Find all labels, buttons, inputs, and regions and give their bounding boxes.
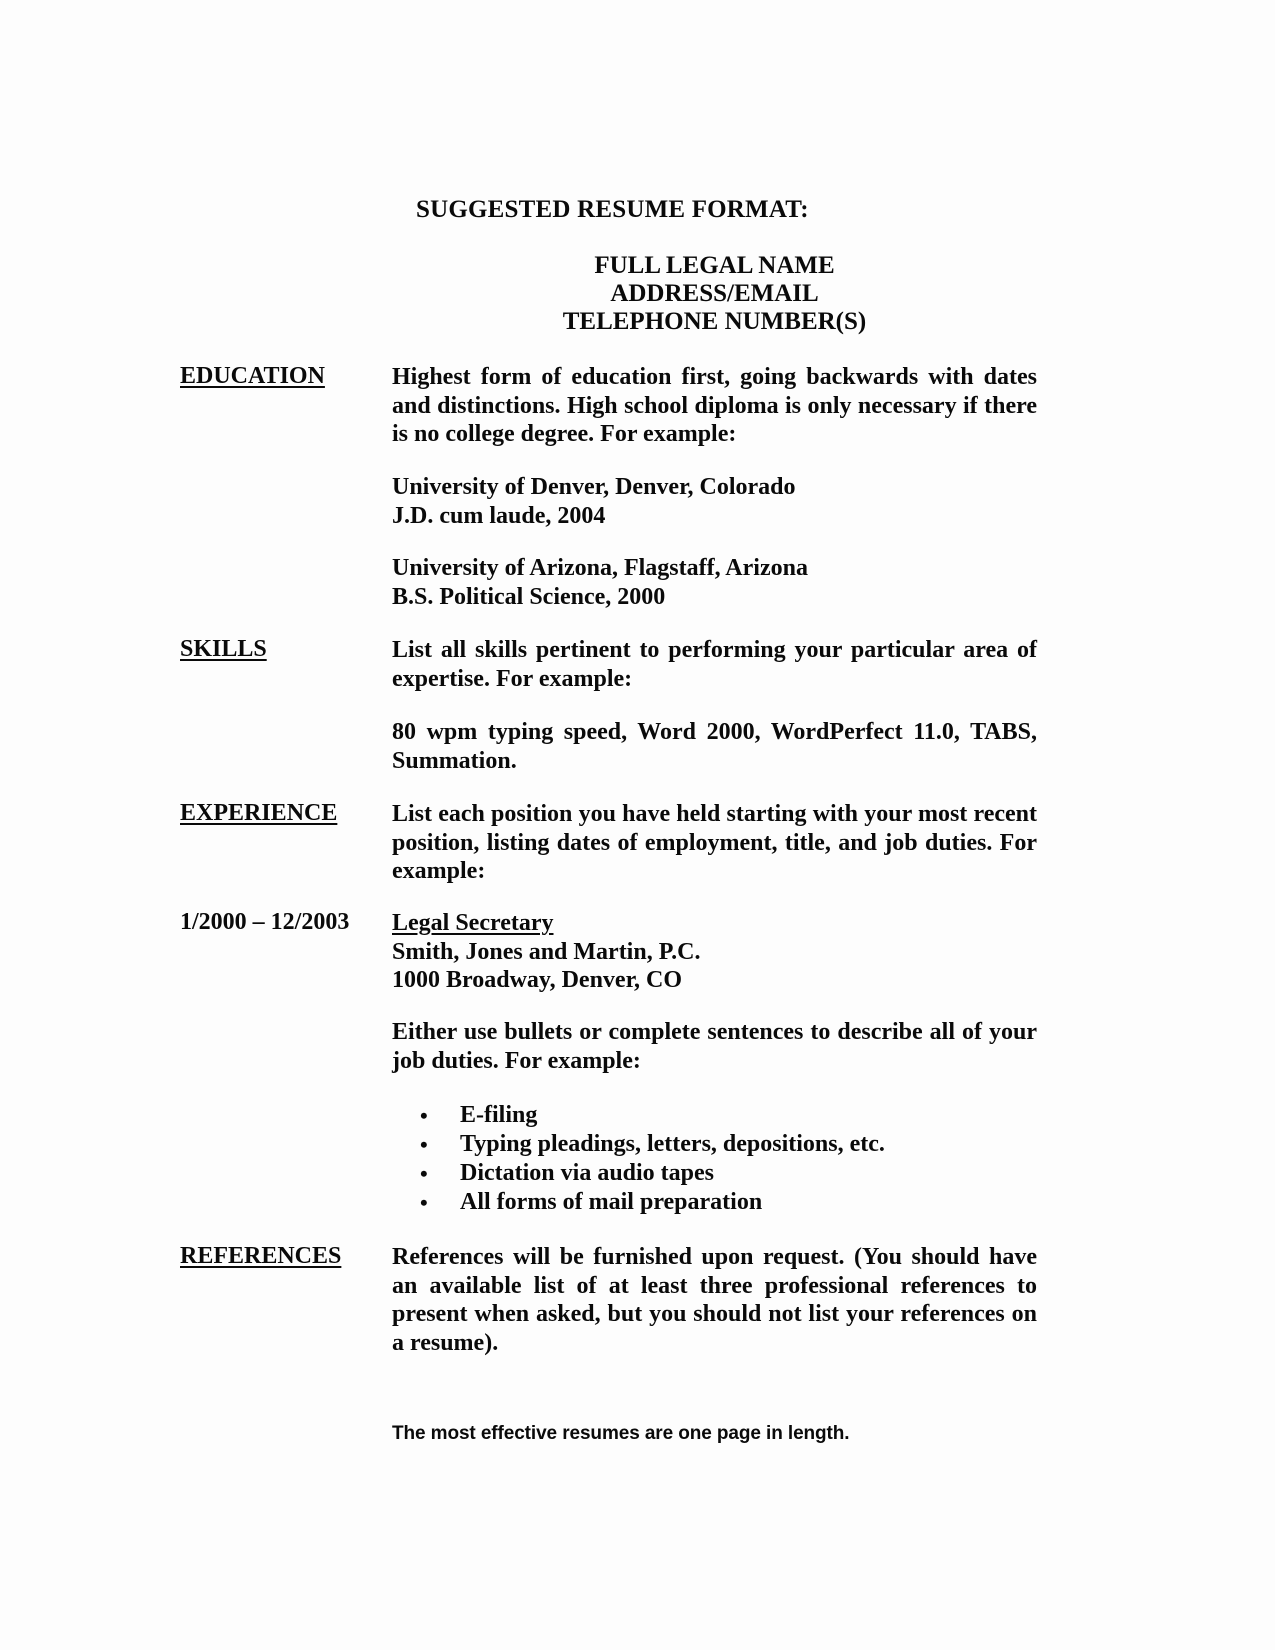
- experience-entry-employer: Smith, Jones and Martin, P.C.: [392, 938, 701, 965]
- list-item: [392, 1188, 1037, 1217]
- section-heading-experience: EXPERIENCE: [180, 800, 338, 826]
- full-legal-name-line: FULL LEGAL NAME: [594, 252, 835, 279]
- education-instructions: Highest form of education first, going backwards with dates and distinctions. High school diploma is only necessary if there is no college degree. For example:: [392, 364, 1037, 447]
- education-entry-1-school: University of Denver, Denver, Colorado: [392, 474, 796, 500]
- education-entry-1: [392, 473, 1037, 530]
- section-heading-skills: SKILLS: [180, 636, 267, 662]
- list-item: [392, 1101, 1037, 1130]
- list-item-label: E-filing: [460, 1102, 538, 1128]
- list-item-label: Dictation via audio tapes: [460, 1160, 715, 1186]
- education-entry-2-degree: B.S. Political Science, 2000: [392, 583, 666, 610]
- experience-instructions: List each position you have held starting with your most recent position, listing dates of employment, title, and job duties. For example:: [392, 801, 1037, 884]
- experience-entry-dates: 1/2000 – 12/2003: [180, 909, 350, 935]
- list-item: [392, 1159, 1037, 1188]
- list-item-label: Typing pleadings, letters, depositions, etc.: [460, 1131, 885, 1157]
- list-item-label: All forms of mail preparation: [460, 1189, 763, 1215]
- page-title: SUGGESTED RESUME FORMAT:: [416, 196, 809, 223]
- bullet-dot-icon: •: [420, 1103, 428, 1128]
- references-text: References will be furnished upon request. (You should have an available list of at least three professional references to present when asked, but you should not list your references on a resume).: [392, 1244, 1037, 1356]
- telephone-number-line: TELEPHONE NUMBER(S): [562, 308, 867, 335]
- skills-instructions: List all skills pertinent to performing your particular area of expertise. For example:: [392, 637, 1037, 692]
- address-email-line: ADDRESS/EMAIL: [610, 280, 819, 307]
- list-item: [392, 1130, 1037, 1159]
- footer-note: The most effective resumes are one page in length.: [392, 1423, 850, 1444]
- section-heading-education: EDUCATION: [180, 363, 325, 389]
- experience-entry-details: [392, 909, 1037, 995]
- section-heading-references: REFERENCES: [180, 1243, 342, 1269]
- contact-header-block: [392, 252, 1037, 336]
- experience-entry-job-title: Legal Secretary: [392, 910, 554, 936]
- experience-entry-address: 1000 Broadway, Denver, CO: [392, 967, 683, 993]
- job-duties-list: [392, 1101, 1037, 1217]
- education-entry-2: [392, 554, 1037, 611]
- education-entry-1-degree: J.D. cum laude, 2004: [392, 502, 606, 529]
- bullet-dot-icon: •: [420, 1132, 428, 1157]
- education-entry-2-school: University of Arizona, Flagstaff, Arizona: [392, 555, 808, 581]
- bullet-dot-icon: •: [420, 1161, 428, 1186]
- experience-duties-instructions: Either use bullets or complete sentences to describe all of your job duties. For example:: [392, 1019, 1037, 1074]
- bullet-dot-icon: •: [420, 1190, 428, 1215]
- skills-example: 80 wpm typing speed, Word 2000, WordPerfect 11.0, TABS, Summation.: [392, 719, 1037, 774]
